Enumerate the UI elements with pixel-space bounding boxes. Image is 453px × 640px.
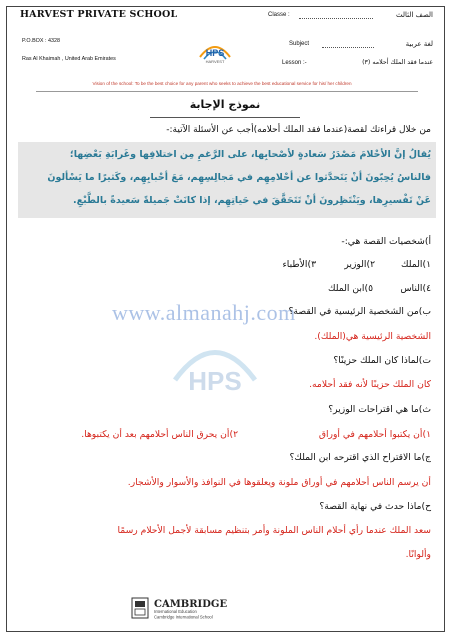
cambridge-logo-icon (130, 596, 320, 620)
subject-label: Subject (289, 41, 310, 47)
subject-value: لغة عربية (405, 40, 433, 48)
logo-subtext: HARVEST (205, 59, 225, 64)
q5-answer: أن يرسم الناس أحلامهم في أوراق ملونة ويعلقوها في النوافذ والأسوار والأشجار. (127, 477, 431, 488)
footer-brand: CAMBRIDGE (154, 599, 228, 610)
header-divider (36, 91, 418, 92)
po-box: P.O.BOX : 4328 (22, 38, 60, 44)
q6-answer-line-1: سعد الملك عندما رأي أحلام الناس الملونة وأمر بتنظيم مسابقة لأجمل الأحلام رسمًا (117, 525, 431, 536)
q1-choice-5: ٥)ابن الملك (328, 283, 373, 294)
q3-answer: كان الملك حزينًا لأنه فقد أحلامه. (309, 379, 431, 390)
school-logo-icon (196, 35, 234, 65)
instruction: من خلال قراءتك لقصة(عندما فقد الملك أحلامه)أجب عن الأسئلة الآتية:- (166, 125, 431, 135)
q3-label: ت)لماذا كان الملك حزينًا؟ (333, 355, 431, 366)
vision-statement: Vision of the school: To be the best choice for any parent who seeks to achieve the best educational service for his/ her children (92, 81, 352, 86)
logo-text: HPS (205, 48, 225, 58)
address: Ras Al Khaimah , United Arab Emirates (22, 56, 116, 62)
q2-answer: الشخصية الرئيسية هي(الملك). (314, 331, 431, 342)
q4-label: ث)ما هي اقتراحات الوزير؟ (328, 404, 431, 415)
lesson-value: عندما فقد الملك أحلامه (٣) (362, 59, 433, 66)
q5-label: ج)ما الاقتراح الذي اقترحه ابن الملك؟ (289, 452, 431, 463)
school-name: HARVEST PRIVATE SCHOOL (20, 9, 178, 20)
class-value: الصف الثالث (396, 11, 433, 19)
footer-sub2: Cambridge International School (154, 614, 213, 620)
q4-answer-1: ١)أن يكتبوا أحلامهم في أوراق (318, 429, 431, 440)
footer-sub1: International Education (154, 609, 197, 614)
passage-line-2: فالناسُ يُحِبّونَ أنْ يَتَحدَّثوا عن أحْلامِهِم في مَجالِسِهِم، مَعَ أحْبابِهِم، وكَثيرًا ما يَسْألونَ (47, 172, 431, 183)
q1-choice-2: ٢)الوزير (344, 259, 375, 270)
q1-label: أ)شخصيات القصة هي:- (341, 236, 431, 247)
q1-choice-4: ٤)الناس (400, 283, 431, 294)
passage-line-1: يُقالُ إنَّ الأحْلامَ مَصْدَرُ سَعادةٍ لأصْحابِها، على الرَّغمِ مِن اختلافِها وغَرابَةِ بَعْضِها؛ (69, 149, 431, 160)
subject-dots (322, 47, 374, 48)
page-title: نموذج الإجابة (189, 98, 261, 111)
hps-watermark-icon (165, 325, 265, 405)
title-underline (150, 117, 300, 118)
q1-choice-1: ١)الملك (401, 259, 431, 270)
q1-choice-3: ٣)الأطباء (282, 259, 316, 270)
q2-label: ب)من الشخصية الرئيسية في القصة؟ (288, 306, 431, 317)
watermark-url: www.almanahj.com (112, 300, 296, 325)
class-label: Classe : (268, 12, 290, 18)
q6-label: ح)ماذا حدث في نهاية القصة؟ (319, 501, 431, 512)
q4-answer-2: ٢)أن يحرق الناس أحلامهم بعد أن يكتبوها. (81, 429, 238, 440)
svg-text:HPS: HPS (188, 366, 242, 396)
lesson-label: Lesson :- (282, 60, 307, 66)
q6-answer-line-2: وألوانًا. (405, 549, 431, 560)
class-dots (299, 18, 373, 19)
passage-line-3: عَنْ تَفْسيرِها، ويَنْتَظِرونَ أنْ تَتَحَقَّقَ في حَياتِهِم، إذا كانَتْ جَميلةً سَعيدةً بالطَّبْعِ. (73, 195, 431, 206)
